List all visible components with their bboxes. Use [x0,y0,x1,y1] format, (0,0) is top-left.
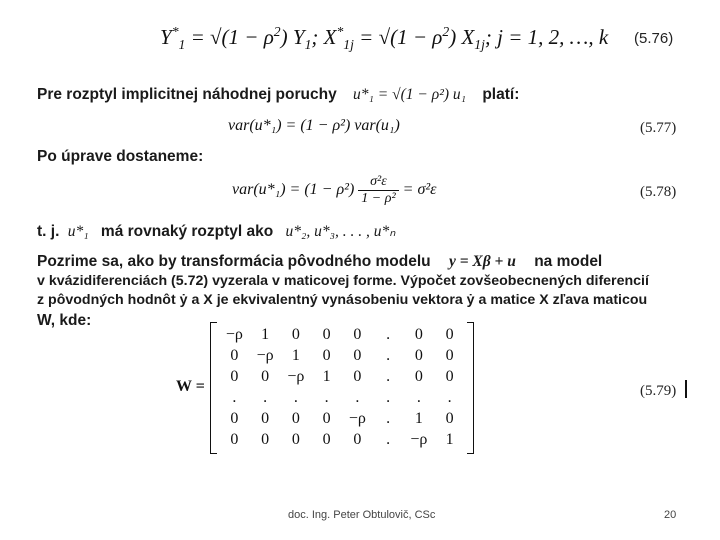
matrix-cell: 1 [291,347,300,364]
matrix-row [219,347,465,369]
footer-author: doc. Ing. Peter Obtulovič, CSc [288,509,436,521]
matrix-cell: 0 [230,410,239,427]
matrix-cell: . [447,389,452,406]
matrix-cell: 0 [353,431,362,448]
matrix-cell: −ρ [410,431,428,448]
variance-intro-line: Pre rozptyl implicitnej náhodnej poruchy u*₁ = √(1 − ρ²) u₁ platí: [37,86,520,103]
matrix-cell: 0 [353,347,362,364]
equation-number-5-77: (5.77) [640,120,677,136]
matrix-cell: 0 [230,347,239,364]
paragraph-line-2: v kvázidiferenciách (5.72) vyzerala v maticovej forme. Výpočet zovšeobecnených diferencií [37,273,649,289]
equation-5-78-fraction: $\frac{\text{σ²ε}}{\text{1 − ρ²}}$ [358,174,398,207]
matrix-cell: . [232,389,237,406]
matrix-label: W = [176,378,205,395]
matrix-cell: 0 [445,347,454,364]
matrix-cell: . [355,389,360,406]
matrix-cell: 0 [414,326,423,343]
matrix-cell: 0 [445,326,454,343]
equation-number-5-76: (5.76) [634,30,674,47]
matrix-cell: −ρ [348,410,366,427]
matrix-row [219,410,465,432]
eq-y1: $Y^*_1$ [160,24,186,53]
matrix-cell: 0 [322,431,331,448]
matrix-cell: 1 [445,431,454,448]
footer-page-number: 20 [664,509,677,521]
matrix-cell: 0 [353,326,362,343]
matrix-cell: 0 [322,410,331,427]
matrix-cell: 0 [291,326,300,343]
matrix-cell: 0 [230,368,239,385]
matrix-cell: . [386,368,391,385]
matrix-cell: . [416,389,421,406]
matrix-cell: 0 [261,410,270,427]
matrix-cell: 0 [322,326,331,343]
matrix-cell: 0 [353,368,362,385]
equation-5-78: var(u*₁) = (1 − ρ²) $\frac{\text{σ²ε}}{\text{1 − ρ²}}$ = σ²ε [232,174,437,206]
equation-number-5-78: (5.78) [640,184,677,200]
matrix-cell: . [386,410,391,427]
equation-5-77: var(u*₁) = (1 − ρ²) var(u₁) [228,117,400,134]
same-variance-line: t. j. u*₁ má rovnaký rozptyl ako u*₂, u*₃, . . . , u*ₙ [37,223,396,240]
matrix-cell: . [386,347,391,364]
matrix-row [219,389,465,411]
matrix-cell: 0 [291,431,300,448]
equation-5-76: $Y^*_1 = √(1 - \rho^2)$ $Y_1$; $X^*_{1j} = √(1 - \rho^2)$ $X_{1j}$; j = 1, 2, …, k [160,24,609,53]
matrix-row [219,431,465,453]
matrix-cell: . [293,389,298,406]
matrix-row [219,326,465,348]
cursor-bar [685,380,687,398]
matrix-row [219,368,465,390]
matrix-cell: −ρ [256,347,274,364]
matrix-cell: . [324,389,329,406]
matrix-cell: 0 [414,368,423,385]
matrix-cell: . [386,389,391,406]
matrix-cell: 0 [291,410,300,427]
matrix-cell: 0 [230,431,239,448]
paragraph-line-1: Pozrime sa, ako by transformácia pôvodného modelu y = Xβ + u na model [37,253,603,270]
variance-formula: u*₁ = √(1 − ρ²) u₁ [353,86,467,103]
matrix-cell: . [386,326,391,343]
matrix-cell: 0 [322,347,331,364]
matrix-cell: 0 [261,431,270,448]
matrix-cell: 0 [445,368,454,385]
after-adjustment-line: Po úprave dostaneme: [37,148,204,165]
paragraph-line-4: W, kde: [37,312,92,329]
matrix-cell: 0 [414,347,423,364]
matrix-cell: −ρ [225,326,243,343]
matrix-cell: 0 [445,410,454,427]
matrix-cell: . [263,389,268,406]
matrix-cell: 1 [414,410,423,427]
equation-number-5-79: (5.79) [640,383,677,399]
matrix-w [210,322,474,454]
matrix-cell: 1 [322,368,331,385]
matrix-cell: 0 [261,368,270,385]
matrix-cell: 1 [261,326,270,343]
matrix-cell: . [386,431,391,448]
paragraph-line-3: z pôvodných hodnôt ẏ a X je ekvivalentný vynásobeniu vektora ẏ a matice X zľava maticou [37,292,648,308]
matrix-cell: −ρ [287,368,305,385]
